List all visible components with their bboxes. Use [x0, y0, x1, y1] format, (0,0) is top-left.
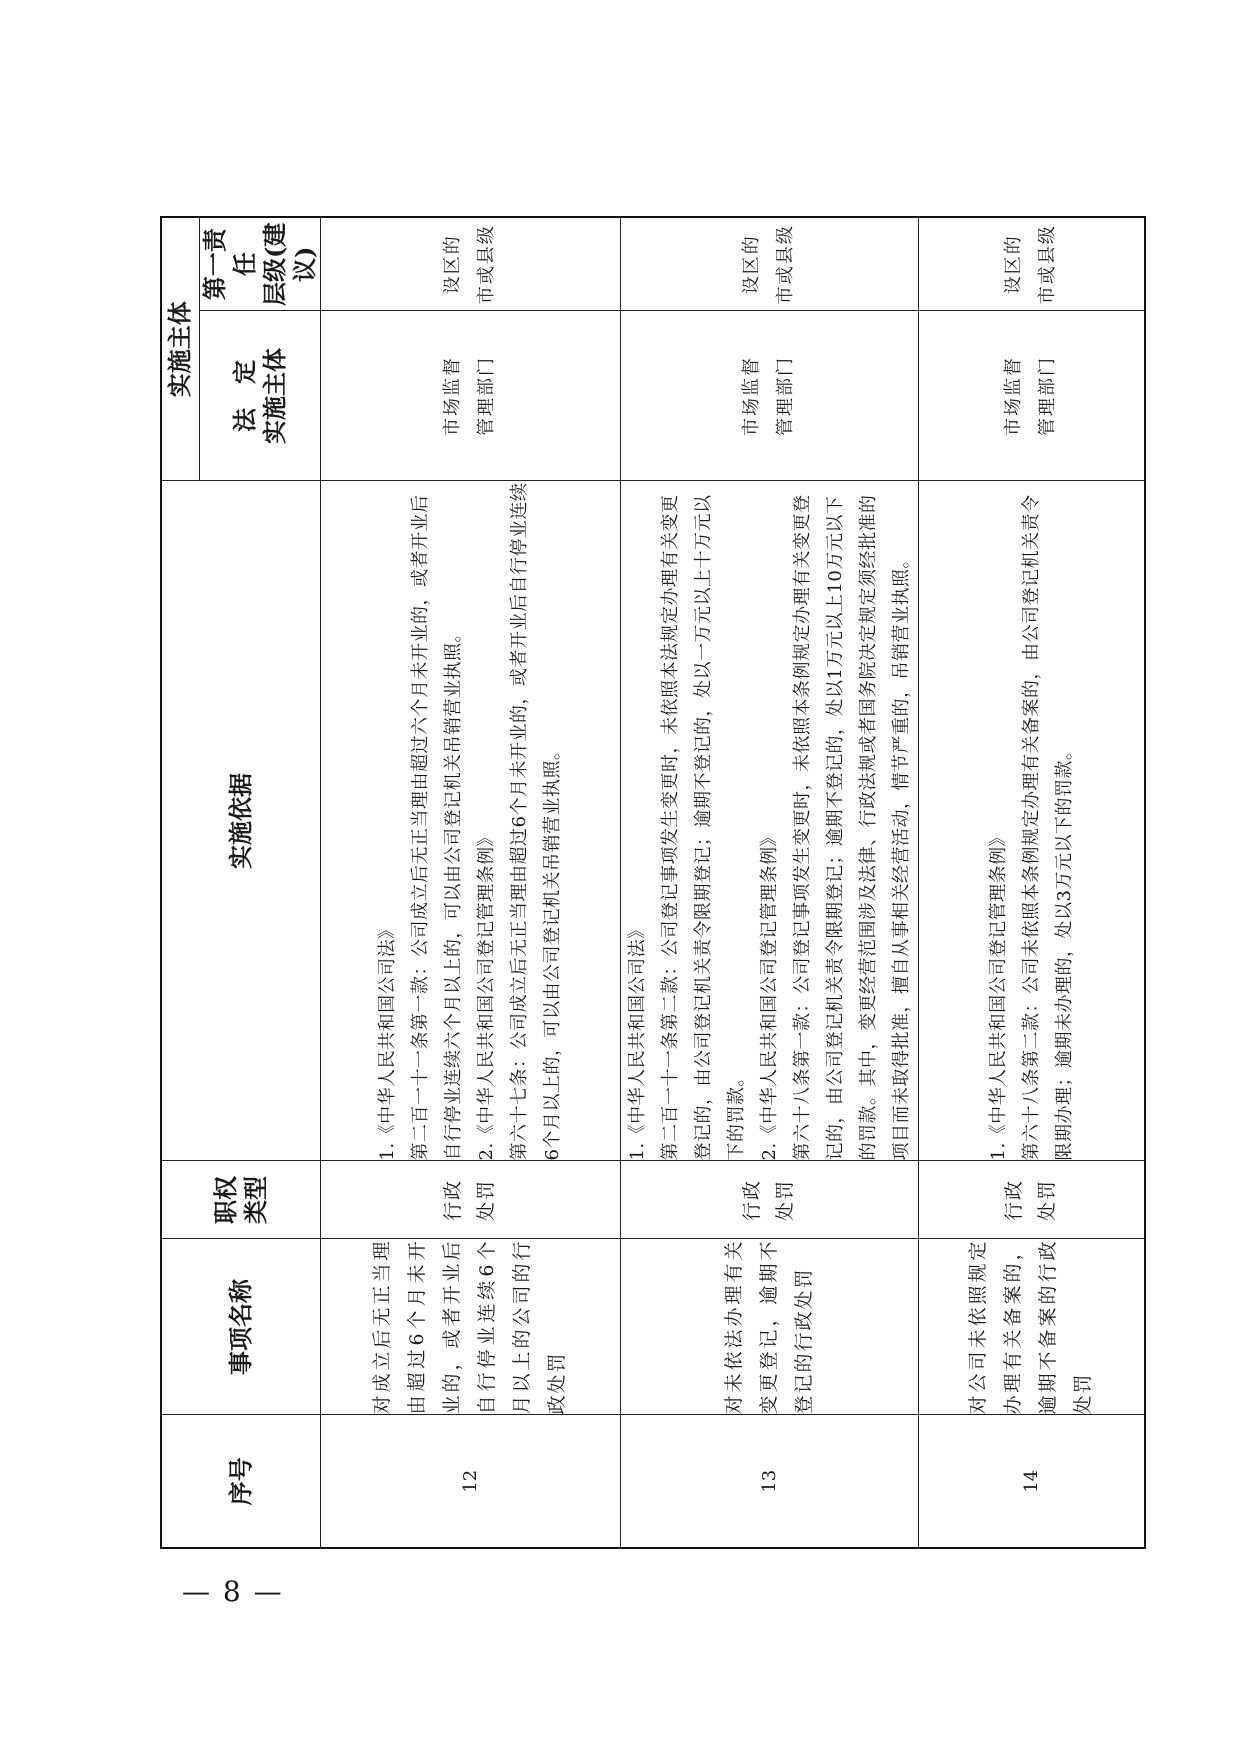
header-legal-subject: 法 定 实施主体 — [199, 311, 320, 481]
row-legal-subject: 市场监督 管理部门 — [918, 311, 1145, 481]
row-authority-type: 行政 处罚 — [320, 1161, 620, 1239]
enforcement-items-table — [160, 216, 1146, 1549]
basis-line: 第六十八条第二款：公司未依照本条例规定办理有关备案的，由公司登记机关责令限期办理；逾期未办理的，处以3万元以下的罚款。 — [1020, 494, 1075, 1161]
basis-line: 1.《中华人民共和国公司法》 — [377, 920, 398, 1161]
basis-line: 第二百一十一条第二款：公司登记事项发生变更时，未依照本法规定办理有关变更登记的，由公司登记机关责令限期登记；逾期不登记的，处以一万元以上十万元以下的罚款。 — [659, 494, 747, 1161]
row-item-name: 对未依法办理有关变更登记，逾期不登记的行政处罚 — [620, 1239, 918, 1415]
row-seq: 13 — [620, 1415, 918, 1548]
row-item-name: 对公司未依照规定办理有关备案的，逾期不备案的行政处罚 — [918, 1239, 1145, 1415]
basis-line: 第六十八条第一款：公司登记事项发生变更时，未依照本条例规定办理有关变更登记的，由公司登记机关责令限期登记；逾期不登记的，处以1万元以上10万元以下的罚款。其中，变更经营范围涉及法律、行政法规或者国务院决定规定须经批准的项目而未取得批准，擅自从事相关经营活动，情节严重的，吊销营业执照。 — [791, 494, 912, 1161]
header-subject: 实施主体 — [161, 217, 199, 481]
row-basis — [320, 481, 620, 1161]
basis-line: 第六十七条：公司成立后无正当理由超过6个月未开业的，或者开业后自行停业连续6个月以上的，可以由公司登记机关吊销营业执照。 — [509, 482, 563, 1161]
basis-line: 1.《中华人民共和国公司登记管理条例》 — [987, 827, 1009, 1161]
header-responsibility-level: 第一责任 层级(建议) — [199, 217, 320, 311]
basis-line: 2.《中华人民共和国公司登记管理条例》 — [476, 827, 497, 1161]
header-basis: 实施依据 — [161, 481, 320, 1161]
table-row — [620, 217, 918, 1548]
rotated-table-container — [160, 218, 1095, 1549]
basis-line: 2.《中华人民共和国公司登记管理条例》 — [758, 827, 780, 1161]
row-legal-subject: 市场监督 管理部门 — [620, 311, 918, 481]
row-basis — [620, 481, 918, 1161]
row-seq: 14 — [918, 1415, 1145, 1548]
header-type: 职权 类型 — [161, 1161, 320, 1239]
row-responsibility-level: 设区的 市或县级 — [918, 217, 1145, 311]
basis-line: 1.《中华人民共和国公司法》 — [626, 920, 648, 1161]
header-seq: 序号 — [161, 1415, 320, 1548]
table-row — [918, 217, 1145, 1548]
row-authority-type: 行政 处罚 — [918, 1161, 1145, 1239]
row-responsibility-level: 设区的 市或县级 — [620, 217, 918, 311]
row-authority-type: 行政 处罚 — [620, 1161, 918, 1239]
row-legal-subject: 市场监督 管理部门 — [320, 311, 620, 481]
row-seq: 12 — [320, 1415, 620, 1548]
row-basis — [918, 481, 1145, 1161]
basis-line: 第二百一十一条第一款：公司成立后无正当理由超过六个月未开业的，或者开业后自行停业连续六个月以上的，可以由公司登记机关吊销营业执照。 — [410, 494, 464, 1161]
row-item-name: 对成立后无正当理由超过6个月未开业的，或者开业后自行停业连续6个月以上的公司的行政处罚 — [320, 1239, 620, 1415]
page-number: — 8 — — [182, 1575, 284, 1608]
table-row — [320, 217, 620, 1548]
row-responsibility-level: 设区的 市或县级 — [320, 217, 620, 311]
header-name: 事项名称 — [161, 1239, 320, 1415]
